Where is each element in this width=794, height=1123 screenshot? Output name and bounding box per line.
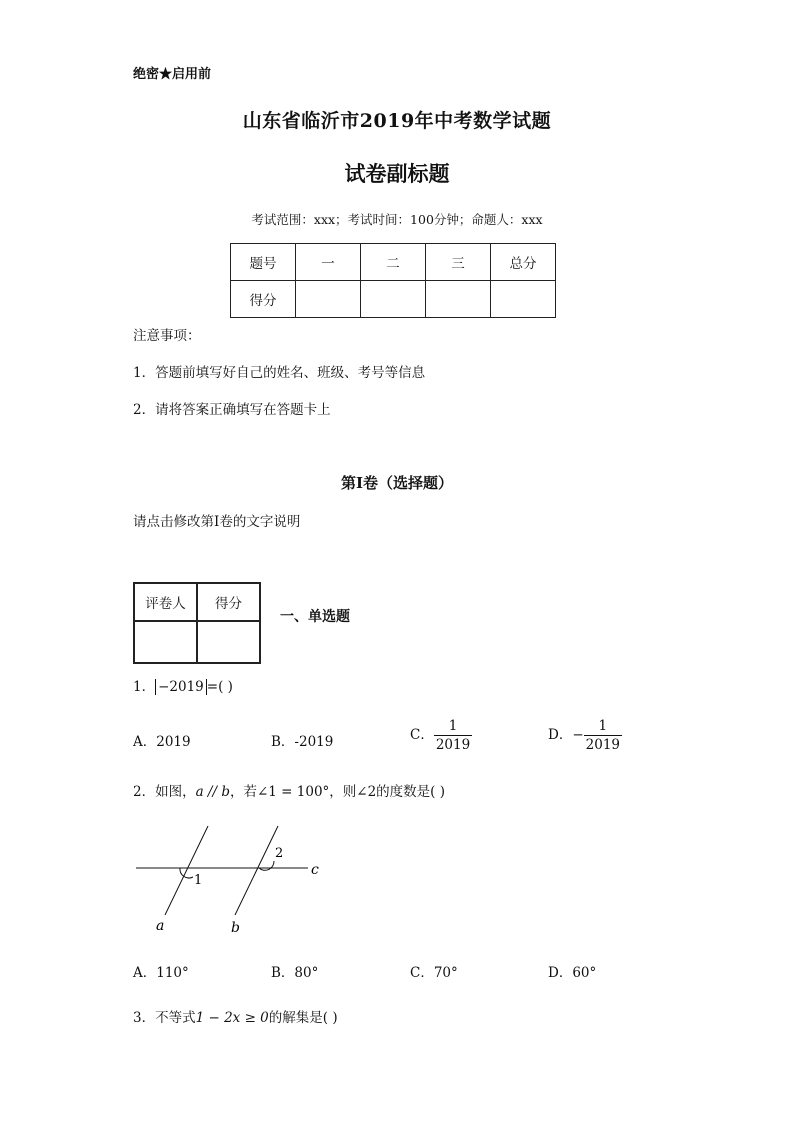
q1-option-b: B．-2019: [271, 734, 334, 750]
question-text: 不等式: [155, 1010, 196, 1026]
score-table: [230, 243, 556, 318]
grader-table: [133, 582, 261, 664]
angle-2-arc: [259, 861, 274, 870]
fraction-numerator: 1: [598, 718, 608, 734]
score-cell: 题号: [231, 244, 296, 281]
q1-option-d: [548, 717, 622, 754]
q2-option-a: A．110°: [133, 965, 189, 981]
fraction-numerator: 1: [448, 718, 458, 734]
angle-1-label: 1: [194, 873, 203, 888]
score-cell: 总分: [491, 244, 556, 281]
question-text: 如图，: [155, 784, 196, 800]
score-cell: 三: [426, 244, 491, 281]
q1-option-a: A．2019: [133, 734, 191, 750]
score-table-score-row: [231, 281, 556, 318]
score-cell: 二: [361, 244, 426, 281]
option-label: C．: [410, 727, 434, 743]
grader-header-row: [134, 583, 260, 621]
secret-label: 绝密★启用前: [133, 67, 212, 82]
score-cell-empty: [426, 281, 491, 318]
line-a-label: a: [156, 918, 165, 934]
score-cell: 得分: [231, 281, 296, 318]
score-cell: 一: [296, 244, 361, 281]
notice-title: 注意事项：: [133, 328, 201, 344]
grader-cell: 评卷人: [134, 583, 197, 621]
parallel-lines-figure: [130, 818, 330, 940]
q2-option-d: D．60°: [548, 965, 597, 981]
line-b: [235, 826, 278, 915]
exam-title: 山东省临沂市2019年中考数学试题: [242, 110, 552, 132]
section-note: 请点击修改第I卷的文字说明: [133, 514, 301, 530]
line-b-label: b: [231, 920, 240, 936]
absolute-value-expression: −2019: [155, 679, 207, 695]
grader-cell-empty: [197, 621, 260, 663]
grader-cell-empty: [134, 621, 197, 663]
fraction-denominator: 2019: [585, 737, 620, 753]
score-cell-empty: [296, 281, 361, 318]
angle-2-label: 2: [275, 846, 284, 861]
line-a: [165, 826, 208, 915]
parallel-expression: a // b: [195, 784, 230, 800]
question-number: 3．: [133, 1010, 156, 1026]
minus-sign: −: [572, 727, 584, 743]
q2-option-b: B．80°: [271, 965, 319, 981]
question-text: 的解集是( ): [268, 1010, 338, 1026]
part-title: 一、单选题: [280, 609, 350, 625]
notice-item: 2．请将答案正确填写在答题卡上: [133, 402, 331, 418]
score-cell-empty: [491, 281, 556, 318]
fraction-denominator: 2019: [435, 737, 471, 753]
question-text: ，若∠1 = 100°，则∠2的度数是( ): [229, 784, 446, 800]
fraction: [584, 717, 622, 754]
fraction: [434, 717, 472, 754]
q2-option-c: C．70°: [410, 965, 458, 981]
section-title: 第I卷（选择题）: [340, 474, 454, 492]
question-2: [133, 780, 445, 800]
question-number: 2．: [133, 784, 156, 800]
q1-option-c: [410, 717, 472, 754]
exam-info: 考试范围：xxx；考试时间：100分钟；命题人：xxx: [251, 212, 543, 227]
grader-cell: 得分: [197, 583, 260, 621]
exam-subtitle: 试卷副标题: [344, 161, 450, 186]
question-1: [133, 675, 233, 695]
question-3: [133, 1006, 338, 1026]
question-tail: =( ): [206, 679, 233, 695]
score-cell-empty: [361, 281, 426, 318]
grader-blank-row: [134, 621, 260, 663]
inequality-expression: 1 − 2x ≥ 0: [195, 1010, 269, 1026]
question-number: 1．: [133, 679, 156, 695]
score-table-header-row: [231, 244, 556, 281]
line-c-label: c: [311, 862, 319, 878]
notice-item: 1．答题前填写好自己的姓名、班级、考号等信息: [133, 365, 426, 381]
option-label: D．: [548, 727, 573, 743]
